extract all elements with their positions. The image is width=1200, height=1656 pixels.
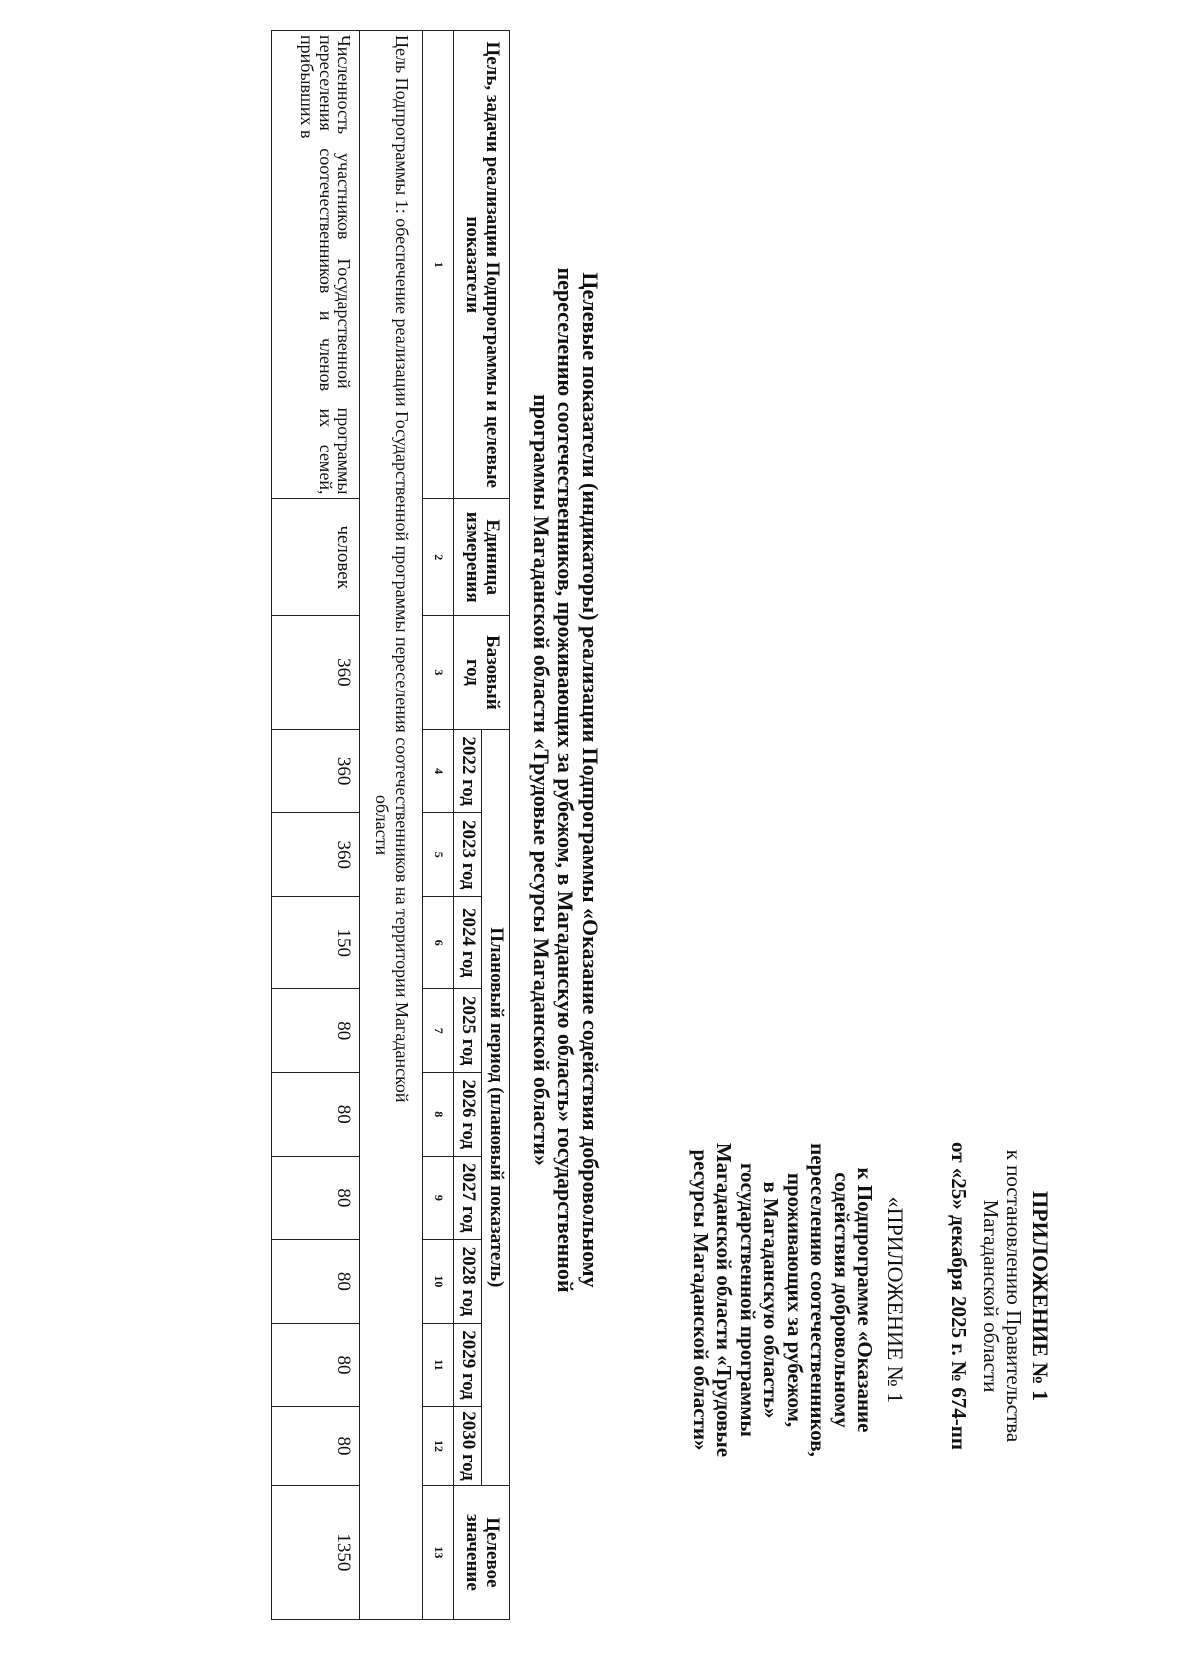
header-base-year: Базовый год — [454, 615, 510, 729]
header-goal: Цель, задачи реализации Подпрограммы и целевые показатели — [454, 31, 510, 499]
column-number: 1 — [423, 31, 454, 499]
indicator-value: 80 — [272, 1240, 360, 1324]
appendix-line: проживающих за рубежом, — [782, 1172, 807, 1428]
indicator-value: 80 — [272, 989, 360, 1073]
column-number: 9 — [423, 1156, 454, 1240]
appendix-line: к постановлению Правительства — [1002, 1149, 1027, 1443]
column-number: 13 — [423, 1485, 454, 1619]
column-number: 7 — [423, 989, 454, 1073]
indicator-value: 80 — [272, 1156, 360, 1240]
appendix-line: к Подпрограмме «Оказание — [853, 1167, 878, 1433]
header-year: 2022 год — [454, 729, 482, 813]
indicator-value: 150 — [272, 896, 360, 988]
goal-row — [360, 31, 423, 1620]
header-target: Целевое значение — [454, 1485, 510, 1619]
column-number: 10 — [423, 1240, 454, 1324]
indicator-value: 80 — [272, 1323, 360, 1407]
heading-line: Целевые показатели (индикаторы) реализации Подпрограммы «Оказание содействия добровольному — [578, 272, 603, 1288]
header-year: 2024 год — [454, 896, 482, 988]
column-number: 3 — [423, 615, 454, 729]
header-planning-period: Плановый период (плановый показатель) — [482, 729, 510, 1485]
indicator-name: Численность участников Государственной программы переселения соотечественников и членов их семей, прибывших в — [272, 31, 360, 499]
indicators-table — [271, 30, 510, 1620]
indicator-value: 360 — [272, 729, 360, 813]
appendix-line: государственной программы — [735, 1163, 760, 1437]
indicator-unit: человек — [272, 499, 360, 615]
appendix-line: переселению соотечественников, — [806, 1143, 831, 1457]
appendix-title: «ПРИЛОЖЕНИЕ № 1 — [883, 1196, 908, 1404]
indicator-value: 80 — [272, 1072, 360, 1156]
header-unit: Единица измерения — [454, 499, 510, 615]
goal-text: Цель Подпрограммы 1: обеспечение реализации Государственной программы переселения соотечественников на территории Магаданской — [392, 35, 413, 1103]
column-number: 2 — [423, 499, 454, 615]
header-year: 2030 год — [454, 1407, 482, 1486]
header-year: 2028 год — [454, 1240, 482, 1324]
heading-line: программы Магаданской области «Трудовые ресурсы Магаданской области» — [528, 394, 554, 1166]
indicator-base: 360 — [272, 615, 360, 729]
indicator-target: 1350 — [272, 1485, 360, 1619]
appendix-line: Магаданской области — [978, 1199, 1003, 1393]
column-number: 5 — [423, 813, 454, 897]
table-header-row — [482, 31, 510, 1620]
column-number: 6 — [423, 896, 454, 988]
appendix-decree-date: от «25» декабря 2025 г. № 674-пп — [947, 1141, 972, 1451]
goal-text-continuation: области — [372, 794, 393, 856]
indicator-value: 80 — [272, 1407, 360, 1486]
column-number: 8 — [423, 1072, 454, 1156]
column-number: 4 — [423, 729, 454, 813]
indicator-value: 360 — [272, 813, 360, 897]
appendix-line: Магаданской области «Трудовые — [712, 1142, 737, 1458]
appendix-title: ПРИЛОЖЕНИЕ № 1 — [1028, 1190, 1053, 1402]
appendix-attribution — [947, 1066, 1052, 1526]
header-year: 2029 год — [454, 1323, 482, 1407]
column-numbers-row — [423, 31, 454, 1620]
heading-line: переселению соотечественников, проживающих за рубежом, в Магаданскую область» государственной — [553, 267, 579, 1293]
column-number: 12 — [423, 1407, 454, 1486]
column-number: 11 — [423, 1323, 454, 1407]
appendix-line: содействия добровольному — [829, 1172, 854, 1428]
header-year: 2027 год — [454, 1156, 482, 1240]
document-heading — [528, 130, 602, 1430]
table-row — [272, 31, 360, 1620]
header-year: 2023 год — [454, 813, 482, 897]
subprogram-appendix-attribution — [688, 1050, 907, 1550]
goal-cell — [360, 31, 423, 1620]
appendix-line: ресурсы Магаданской области» — [688, 1149, 713, 1451]
header-year: 2026 год — [454, 1072, 482, 1156]
appendix-line: в Магаданскую область» — [759, 1181, 784, 1419]
header-year: 2025 год — [454, 989, 482, 1073]
